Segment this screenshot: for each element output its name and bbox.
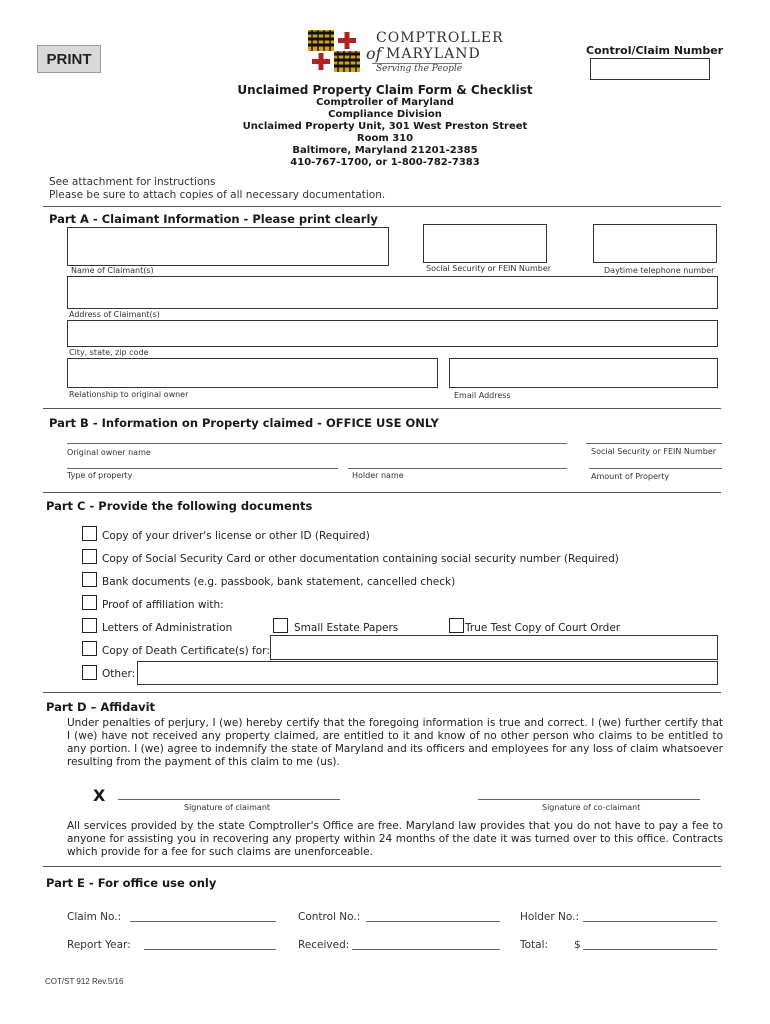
divider [43, 206, 721, 207]
bank-documents-label: Bank documents (e.g. passbook, bank statement, cancelled check) [102, 576, 456, 588]
claimant-name-label: Name of Claimant(s) [71, 266, 154, 275]
control-claim-label: Control/Claim Number [586, 44, 724, 57]
received-label: Received: [298, 939, 350, 951]
claimant-ssn-input[interactable] [423, 224, 547, 263]
social-security-label: Copy of Social Security Card or other documentation containing social security number (Required) [102, 553, 619, 565]
small-estate-checkbox[interactable] [273, 618, 288, 633]
relationship-input[interactable] [67, 358, 438, 388]
address-line: Unclaimed Property Unit, 301 West Preston Street [242, 121, 528, 132]
claimant-address-label: Address of Claimant(s) [69, 310, 160, 319]
owner-name-line[interactable] [67, 443, 567, 444]
email-label: Email Address [454, 391, 511, 400]
coclaimant-signature-line[interactable] [478, 799, 700, 800]
intro-documentation: Please be sure to attach copies of all necessary documentation. [49, 189, 386, 201]
part-d-title: Part D – Affidavit [46, 700, 156, 714]
claimant-address-input[interactable] [67, 276, 718, 309]
property-type-line[interactable] [67, 468, 338, 469]
claim-no-line[interactable] [130, 921, 276, 922]
holder-no-label: Holder No.: [520, 911, 579, 923]
affidavit-text: Under penalties of perjury, I (we) hereby certify that the foregoing information is true and correct. I (we) further certify that I (we) have not received any property claimed, are entitled to it and know of no other person who claims to be entitled to any portion. I (we) agree to indemnify the state of Maryland and its officers and employees for any loss of claim whatsoever resulting from the payment of this claim to me (us). [67, 717, 723, 768]
small-estate-label: Small Estate Papers [294, 622, 399, 634]
part-c-title: Part C - Provide the following documents [46, 499, 313, 513]
logo-of-text: of [366, 44, 382, 63]
divider [43, 692, 721, 693]
death-certificate-checkbox[interactable] [82, 641, 97, 656]
owner-ssn-label: Social Security or FEIN Number [591, 447, 717, 456]
maryland-flag-icon [308, 30, 360, 72]
logo-comptroller-text: COMPTROLLER [376, 30, 504, 46]
part-b-title: Part B - Information on Property claimed - OFFICE USE ONLY [49, 416, 439, 430]
drivers-license-checkbox[interactable] [82, 526, 97, 541]
amount-line[interactable] [589, 468, 722, 469]
control-claim-input[interactable] [590, 58, 710, 80]
coclaimant-signature-label: Signature of co-claimant [542, 803, 641, 812]
true-test-checkbox[interactable] [449, 618, 464, 633]
claimant-city-label: City, state, zip code [69, 348, 149, 357]
claimant-city-input[interactable] [67, 320, 718, 347]
owner-ssn-line[interactable] [586, 443, 722, 444]
owner-name-label: Original owner name [67, 448, 151, 457]
holder-name-line[interactable] [348, 468, 567, 469]
address-line: Baltimore, Maryland 21201-2385 [292, 145, 478, 156]
divider [43, 866, 721, 867]
address-line: 410-767-1700, or 1-800-782-7383 [290, 157, 480, 168]
address-line: Room 310 [356, 133, 414, 144]
logo-tagline: Serving the People [376, 64, 463, 74]
letters-administration-label: Letters of Administration [102, 622, 233, 634]
address-line: Comptroller of Maryland [316, 97, 454, 108]
total-line[interactable] [583, 949, 717, 950]
other-label: Other: [102, 668, 136, 680]
proof-affiliation-label: Proof of affiliation with: [102, 599, 224, 611]
other-input[interactable] [137, 661, 718, 685]
death-certificate-label: Copy of Death Certificate(s) for: [102, 645, 270, 657]
services-free-text: All services provided by the state Comptroller's Office are free. Maryland law provides that you do not have to pay a fee to anyone for assisting you in recovering any property within 24 months of the date it was turned over to this office. Contracts which provide for a fee for such claims are unenforceable. [67, 820, 723, 858]
control-no-line[interactable] [366, 921, 500, 922]
relationship-label: Relationship to original owner [69, 390, 189, 399]
claimant-ssn-label: Social Security or FEIN Number [426, 264, 552, 273]
property-type-label: Type of property [67, 471, 133, 480]
death-certificate-input[interactable] [270, 635, 718, 660]
report-year-line[interactable] [144, 949, 276, 950]
form-title: Unclaimed Property Claim Form & Checklist [237, 83, 533, 97]
bank-documents-checkbox[interactable] [82, 572, 97, 587]
part-a-title: Part A - Claimant Information - Please print clearly [49, 212, 378, 226]
divider [43, 492, 721, 493]
part-e-title: Part E - For office use only [46, 876, 217, 890]
claimant-signature-label: Signature of claimant [184, 803, 271, 812]
dollar-sign: $ [574, 939, 581, 951]
drivers-license-label: Copy of your driver's license or other ID (Required) [102, 530, 370, 542]
total-label: Total: [520, 939, 549, 951]
intro-instructions: See attachment for instructions [49, 176, 216, 188]
email-input[interactable] [449, 358, 718, 388]
divider [43, 408, 721, 409]
holder-name-label: Holder name [352, 471, 404, 480]
report-year-label: Report Year: [67, 939, 131, 951]
address-line: Compliance Division [328, 109, 442, 120]
received-line[interactable] [352, 949, 500, 950]
amount-label: Amount of Property [591, 472, 670, 481]
form-number: COT/ST 912 Rev.5/16 [45, 977, 124, 986]
address-block [0, 97, 770, 169]
control-no-label: Control No.: [298, 911, 361, 923]
logo-maryland-text: MARYLAND [386, 46, 481, 62]
holder-no-line[interactable] [583, 921, 717, 922]
claimant-name-input[interactable] [67, 227, 389, 266]
letters-administration-checkbox[interactable] [82, 618, 97, 633]
claimant-phone-input[interactable] [593, 224, 717, 263]
other-checkbox[interactable] [82, 665, 97, 680]
signature-x-mark: X [93, 786, 106, 805]
comptroller-logo [308, 28, 504, 78]
claimant-phone-label: Daytime telephone number [604, 266, 715, 275]
social-security-checkbox[interactable] [82, 549, 97, 564]
claimant-signature-line[interactable] [118, 799, 340, 800]
proof-affiliation-checkbox[interactable] [82, 595, 97, 610]
true-test-label: True Test Copy of Court Order [465, 622, 621, 634]
print-button[interactable]: PRINT [37, 45, 101, 73]
claim-no-label: Claim No.: [67, 911, 122, 923]
